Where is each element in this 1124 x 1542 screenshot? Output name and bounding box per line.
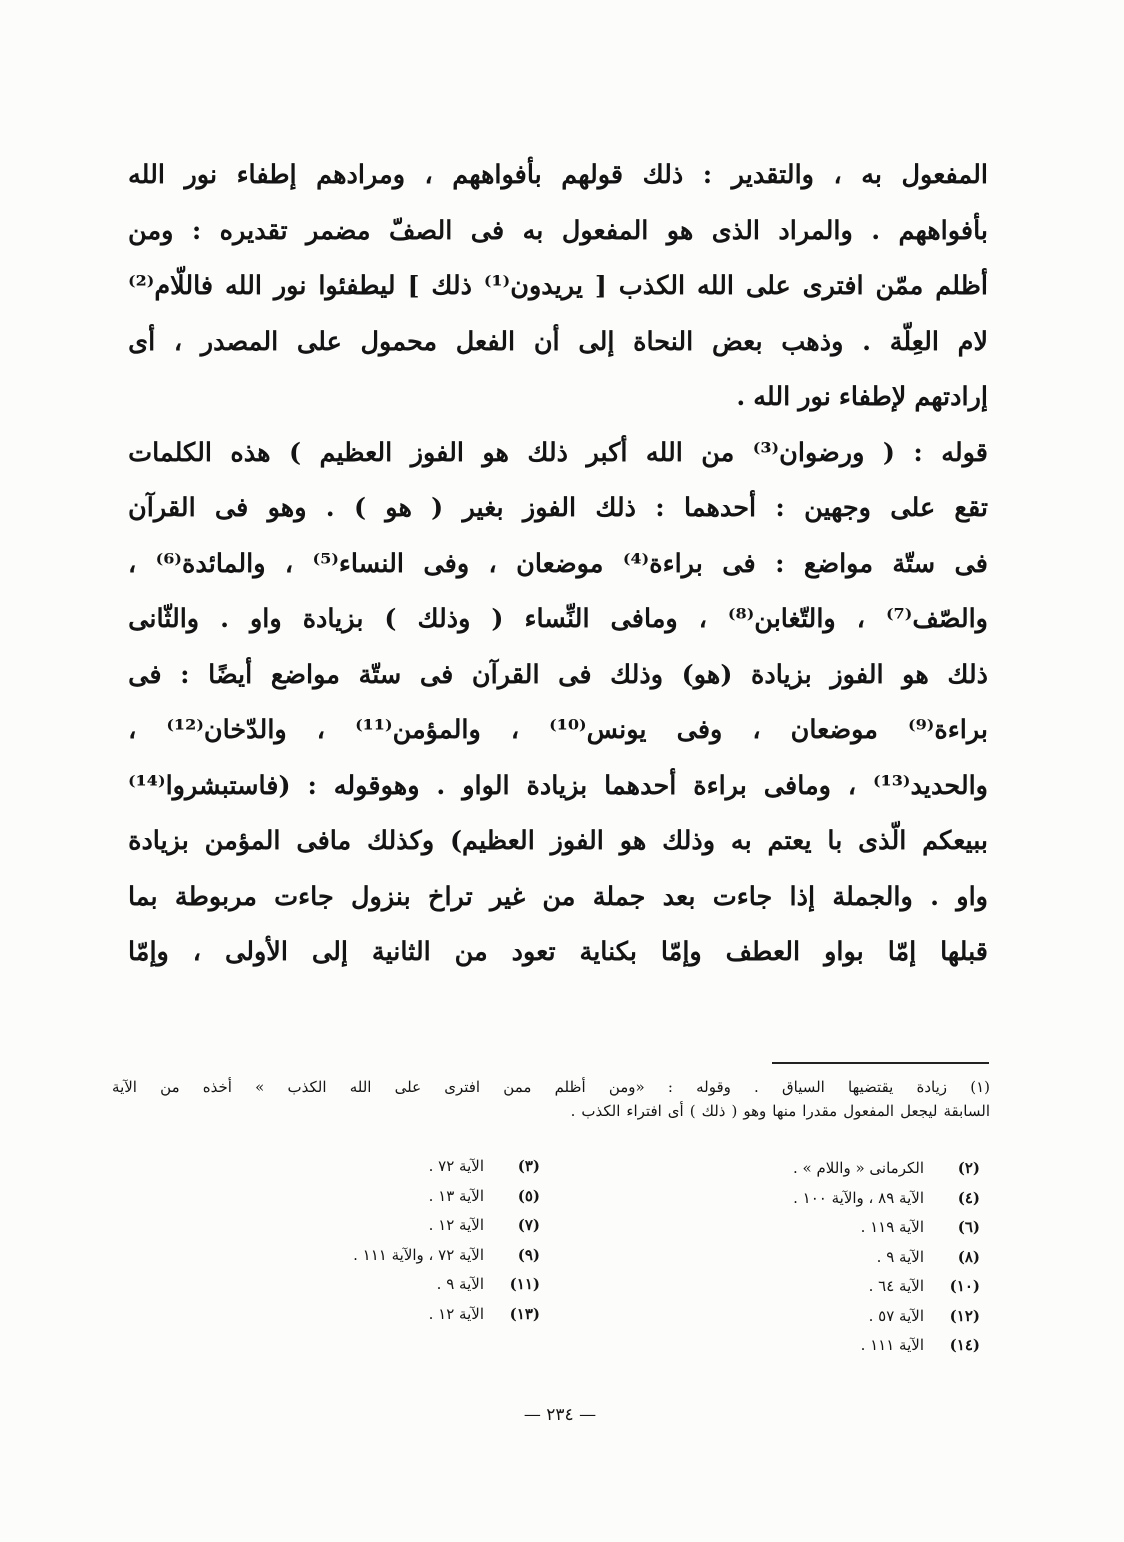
footnote-item xyxy=(640,1272,980,1302)
footnote-item xyxy=(640,1302,980,1332)
footnote-item xyxy=(240,1152,540,1182)
footnote-item xyxy=(240,1300,540,1330)
text-line: إرادتهم لإطفاء نور الله . xyxy=(736,382,988,412)
text-line: تقع على وجهين : أحدهما : ذلك الفوز بغير ( هو ) . وهو فى القرآن xyxy=(128,493,988,523)
footnote-item xyxy=(640,1154,980,1184)
footnote-text: الآية ٧٢ ، والآية ١١١ . xyxy=(353,1245,484,1264)
footnotes-left-column xyxy=(240,1152,540,1329)
footnote-text: الآية ١١٩ . xyxy=(860,1218,924,1236)
footnote-text: الآية ٩ . xyxy=(436,1275,484,1293)
footnote-text: الآية ٥٧ . xyxy=(868,1306,924,1325)
footnote-number: (١٠) xyxy=(949,1277,980,1295)
footnote-text: الكرمانى « واللام » . xyxy=(793,1159,924,1177)
footnote-number: (١٤) xyxy=(949,1336,980,1354)
footnote-line: (١) زيادة يقتضيها السياق . وقوله : «ومن أظلم ممن افترى على الله الكذب » أخذه من الآية xyxy=(112,1078,990,1096)
footnote-text: الآية ٧٢ . xyxy=(428,1157,484,1175)
text-line: براءة⁽⁹⁾ موضعان ، وفى يونس⁽¹⁰⁾ ، والمؤمن⁽¹¹⁾ ، والدّخان⁽¹²⁾ ، xyxy=(128,715,988,745)
text-line: ذلك هو الفوز بزيادة (هو) وذلك فى القرآن فى ستّة مواضع أيضًا : فى xyxy=(128,659,988,690)
footnote-text: الآية ١٣ . xyxy=(428,1186,484,1205)
footnote-item xyxy=(640,1331,980,1361)
text-line: فى ستّة مواضع : فى براءة⁽⁴⁾ موضعان ، وفى النساء⁽⁵⁾ ، والمائدة⁽⁶⁾ ، xyxy=(128,548,988,579)
text-line: قوله : ( ورضوان⁽³⁾ من الله أكبر ذلك هو الفوز العظيم ) هذه الكلمات xyxy=(128,437,988,468)
footnote-number: (١٣) xyxy=(509,1304,540,1323)
footnote-text: الآية ١٢ . xyxy=(428,1216,484,1234)
text-line: والحديد⁽¹³⁾ ، ومافى براءة أحدهما بزيادة الواو . وهوقوله : (فاستبشروا⁽¹⁴⁾ xyxy=(128,770,988,801)
footnote-text: الآية ١١١ . xyxy=(860,1336,924,1354)
footnote-item xyxy=(240,1270,540,1300)
text-line: ببيعكم الّذى با يعتم به وذلك هو الفوز العظيم) وكذلك مافى المؤمن بزيادة xyxy=(128,826,988,856)
text-line: واو . والجملة إذا جاءت بعد جملة من غير تراخ بنزول جاءت مربوطة بما xyxy=(128,881,988,912)
main-text xyxy=(128,148,988,981)
footnote-number: (٩) xyxy=(517,1245,540,1264)
page-number: — ٢٣٤ — xyxy=(523,1405,597,1425)
text-line: المفعول به ، والتقدير : ذلك قولهم بأفواههم ، ومرادهم إطفاء نور الله xyxy=(128,160,988,190)
footnote-number: (٢) xyxy=(957,1159,980,1177)
footnote-number: (٧) xyxy=(517,1216,540,1234)
footnote-number: (٤) xyxy=(957,1188,980,1207)
footnote-text: الآية ٩ . xyxy=(876,1247,924,1266)
footnote-item xyxy=(240,1182,540,1212)
footnote-text: الآية ٨٩ ، والآية ١٠٠ . xyxy=(793,1188,924,1207)
text-line: قبلها إمّا بواو العطف وإمّا بكناية تعود من الثانية إلى الأولى ، وإمّا xyxy=(128,937,988,967)
footnote-number: (٣) xyxy=(517,1157,540,1175)
footnote-number: (٥) xyxy=(517,1186,540,1205)
text-line: والصّف⁽⁷⁾ ، والتّغابن⁽⁸⁾ ، ومافى النِّساء ( وذلك ) بزيادة واو . والثّانى xyxy=(128,604,988,634)
footnote-line: السابقة ليجعل المفعول مقدرا منها وهو ( ذلك ) أى افتراء الكذب . xyxy=(570,1102,990,1120)
footnote-number: (٨) xyxy=(957,1247,980,1266)
footnote-item xyxy=(640,1184,980,1214)
footnote-number: (١١) xyxy=(509,1275,540,1293)
footnote-number: (١٢) xyxy=(949,1306,980,1325)
footnote-number: (٦) xyxy=(957,1218,980,1236)
footnote-separator xyxy=(772,1062,989,1064)
footnote-text: الآية ٦٤ . xyxy=(868,1277,924,1295)
text-line: لام العِلّة . وذهب بعض النحاة إلى أن الفعل محمول على المصدر ، أى xyxy=(128,326,988,357)
footnote-item xyxy=(240,1241,540,1271)
text-line: بأفواههم . والمراد الذى هو المفعول به فى الصفّ مضمر تقديره : ومن xyxy=(128,215,988,246)
text-line: أظلم ممّن افترى على الله الكذب [ يريدون⁽¹⁾ ذلك ] ليطفئوا نور الله فاللّام⁽²⁾ xyxy=(128,271,988,301)
footnotes-right-column xyxy=(640,1154,980,1361)
footnote-item xyxy=(240,1211,540,1241)
footnote-item xyxy=(640,1213,980,1243)
footnote-1 xyxy=(112,1075,990,1123)
footnote-text: الآية ١٢ . xyxy=(428,1304,484,1323)
footnote-item xyxy=(640,1243,980,1273)
